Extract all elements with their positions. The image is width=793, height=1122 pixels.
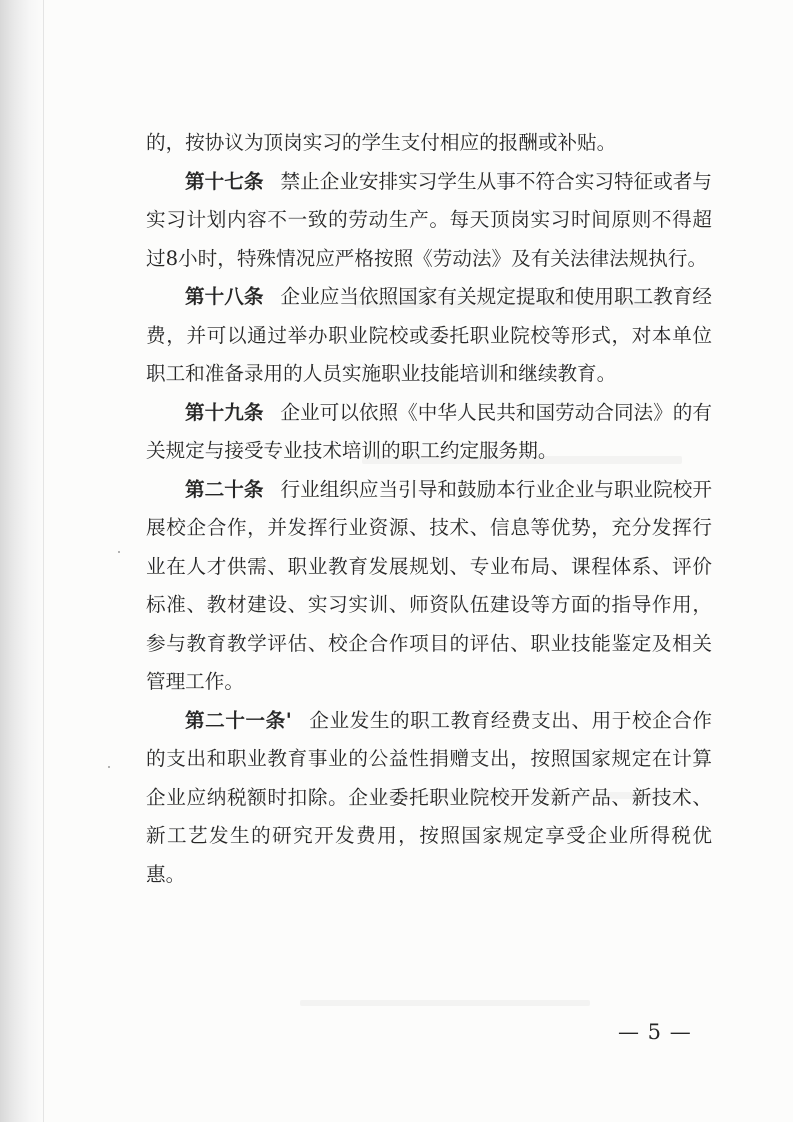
page-fold-shadow xyxy=(0,0,44,1122)
article-heading: 第二十条 xyxy=(185,477,264,501)
paragraph-continuation xyxy=(146,124,712,163)
article-heading: 第十七条 xyxy=(185,169,264,193)
article-heading: 第十八条 xyxy=(185,285,264,308)
article-21 xyxy=(146,702,712,895)
article-20 xyxy=(146,471,712,702)
article-17 xyxy=(146,163,712,279)
page-fold-line xyxy=(43,0,44,1122)
page-number: — 5 — xyxy=(618,1020,692,1044)
article-text: 企业应当依照国家有关规定提取和使用职工教育经费，并可以通过举办职业院校或委托职业院校等形式，对本单位职工和准备录用的人员实施职业技能培训和继续教育。 xyxy=(146,285,713,385)
document-body xyxy=(146,124,712,894)
article-text: 企业可以依照《中华人民共和国劳动合同法》的有关规定与接受专业技术培训的职工约定服务期。 xyxy=(146,400,713,462)
paragraph-text: 的，按协议为顶岗实习的学生支付相应的报酬或补贴。 xyxy=(146,131,617,154)
article-text: 行业组织应当引导和鼓励本行业企业与职业院校开展校企合作，并发挥行业资源、技术、信息等优势，充分发挥行业在人才供需、职业教育发展规划、专业布局、课程体系、评价标准、教材建设、实习实训、师资队伍建设等方面的指导作用，参与教育教学评估、校企合作项目的评估、职业技能鉴定及相关管理工作。 xyxy=(146,477,713,693)
article-text: 企业发生的职工教育经费支出、用于校企合作的支出和职业教育事业的公益性捐赠支出，按照国家规定在计算企业应纳税额时扣除。企业委托职业院校开发新产品、新技术、新工艺发生的研究开发费用，按照国家规定享受企业所得税优惠。 xyxy=(146,708,713,886)
show-through-mark xyxy=(300,1000,590,1006)
article-18 xyxy=(146,278,712,394)
article-heading: 第二十一条' xyxy=(185,708,292,732)
article-text: 禁止企业安排实习学生从事不符合实习特征或者与实习计划内容不一致的劳动生产。每天顶岗实习时间原则不得超过8小时，特殊情况应严格按照《劳动法》及有关法律法规执行。 xyxy=(146,169,713,270)
scan-speck xyxy=(118,551,120,553)
article-heading: 第十九条 xyxy=(185,400,264,424)
article-19 xyxy=(146,394,712,471)
scan-speck xyxy=(108,766,110,768)
